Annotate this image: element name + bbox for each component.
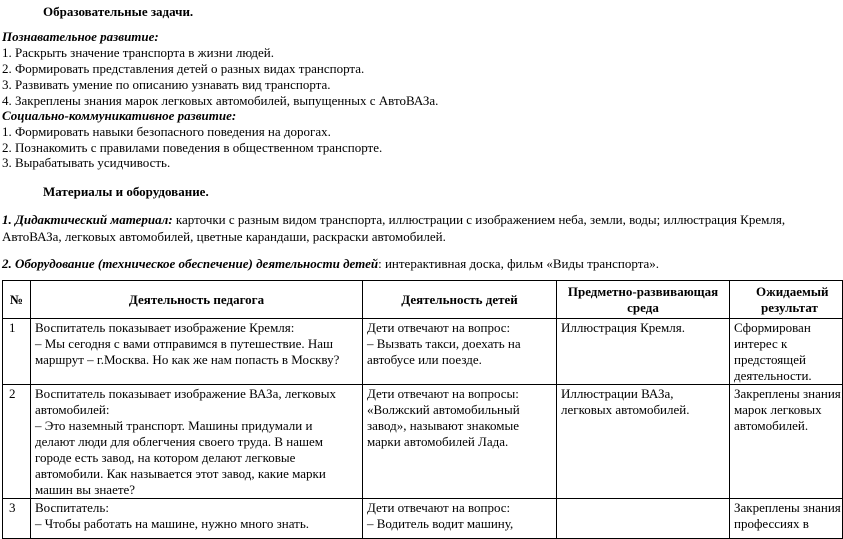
cell-line: автобусе или поезде. — [367, 352, 482, 367]
table-header-row — [3, 281, 843, 319]
children-cell — [363, 319, 557, 385]
cell-line: Воспитатель: — [35, 500, 109, 515]
cell-line: марок легковых — [734, 402, 822, 417]
didactic-text-continued: АвтоВАЗа, легковых автомобилей, цветные карандаши, раскраски автомобилей. — [2, 229, 446, 244]
cell-line: маршрут – г.Москва. Но как же нам попасть в Москву? — [35, 352, 340, 367]
social-item: 1. Формировать навыки безопасного поведения на дорогах. — [2, 124, 331, 139]
teacher-cell — [31, 319, 363, 385]
teacher-cell — [31, 385, 363, 499]
equipment-label: 2. Оборудование (техническое обеспечение) деятельности детей — [2, 256, 379, 271]
header-result-line: результат — [761, 300, 818, 315]
section-title-materials: Материалы и оборудование. — [43, 184, 209, 199]
social-heading: Социально-коммуникативное развитие: — [2, 108, 237, 123]
section-title-tasks: Образовательные задачи. — [43, 4, 194, 19]
social-item: 2. Познакомить с правилами поведения в общественном транспорте. — [2, 140, 383, 155]
didactic-text: карточки с разным видом транспорта, иллюстрации с изображением неба, земли, воды; иллюстрация Кремля, — [172, 212, 786, 227]
cell-line: – Это наземный транспорт. Машины придумали и — [35, 418, 313, 433]
cell-line: Дети отвечают на вопрос: — [367, 320, 511, 335]
cell-line: – Мы сегодня с вами отправимся в путешествие. Наш — [35, 336, 334, 351]
header-result — [730, 281, 843, 319]
table-row — [3, 385, 843, 499]
cell-line: городе есть завод, на котором делают легковые — [35, 450, 296, 465]
result-cell — [730, 319, 843, 385]
row-number: 3 — [3, 499, 31, 539]
header-result-line: Ожидаемый — [756, 284, 829, 299]
cell-line: Закреплены знания — [734, 500, 841, 515]
cell-line: Воспитатель показывает изображение Кремля: — [35, 320, 295, 335]
cell-line: Сформирован — [734, 320, 811, 335]
result-cell — [730, 499, 843, 539]
equipment-line — [2, 256, 659, 272]
environment-cell — [557, 319, 730, 385]
cell-line: предстоящей — [734, 352, 806, 367]
cell-line: деятельности. — [734, 368, 812, 383]
activity-table — [2, 280, 843, 539]
header-children: Деятельность детей — [363, 281, 557, 319]
equipment-text: : интерактивная доска, фильм «Виды транспорта». — [378, 256, 660, 271]
cognitive-item: 4. Закреплены знания марок легковых автомобилей, выпущенных с АвтоВАЗа. — [2, 93, 439, 108]
header-environment-line: среда — [627, 300, 659, 315]
cell-line: Иллюстрации ВАЗа, — [561, 386, 674, 401]
cognitive-heading: Познавательное развитие: — [2, 29, 159, 44]
cell-line: – Водитель водит машину, — [367, 516, 514, 531]
environment-cell — [557, 499, 730, 539]
cell-line: Дети отвечают на вопрос: — [367, 500, 511, 515]
social-item: 3. Вырабатывать усидчивость. — [2, 155, 171, 170]
cell-line: автомобилей: — [35, 402, 110, 417]
cognitive-item: 3. Развивать умение по описанию узнавать вид транспорта. — [2, 77, 331, 92]
cell-line: – Чтобы работать на машине, нужно много знать. — [35, 516, 310, 531]
cell-line: автомобилей. — [734, 418, 809, 433]
cell-line: делают люди для облегчения своего труда. В нашем — [35, 434, 324, 449]
cell-line: интерес к — [734, 336, 788, 351]
cognitive-item: 1. Раскрыть значение транспорта в жизни людей. — [2, 45, 275, 60]
cell-line: «Волжский автомобильный — [367, 402, 520, 417]
row-number: 1 — [3, 319, 31, 385]
row-number: 2 — [3, 385, 31, 499]
cell-line: завод», называют знакомые — [367, 418, 520, 433]
table-row — [3, 319, 843, 385]
environment-cell — [557, 385, 730, 499]
cognitive-item: 2. Формировать представления детей о разных видах транспорта. — [2, 61, 365, 76]
teacher-cell — [31, 499, 363, 539]
cell-line: легковых автомобилей. — [561, 402, 690, 417]
header-num: № — [3, 281, 31, 319]
cell-line: – Вызвать такси, доехать на — [367, 336, 521, 351]
cell-line: Иллюстрация Кремля. — [561, 320, 685, 335]
cell-line: профессиях в — [734, 516, 809, 531]
cell-line: автомобили. Как называется этот завод, какие марки — [35, 466, 326, 481]
cell-line: Воспитатель показывает изображение ВАЗа, легковых — [35, 386, 336, 401]
cell-line: Закреплены знания — [734, 386, 841, 401]
children-cell — [363, 499, 557, 539]
header-environment — [557, 281, 730, 319]
header-environment-line: Предметно-развивающая — [567, 284, 719, 299]
cell-line: машин вы знаете? — [35, 482, 136, 497]
cell-line: марки автомобилей Лада. — [367, 434, 509, 449]
table-row — [3, 499, 843, 539]
header-teacher: Деятельность педагога — [31, 281, 363, 319]
cell-line: Дети отвечают на вопросы: — [367, 386, 519, 401]
result-cell — [730, 385, 843, 499]
didactic-material-line — [2, 212, 785, 228]
didactic-label: 1. Дидактический материал: — [2, 212, 173, 227]
children-cell — [363, 385, 557, 499]
